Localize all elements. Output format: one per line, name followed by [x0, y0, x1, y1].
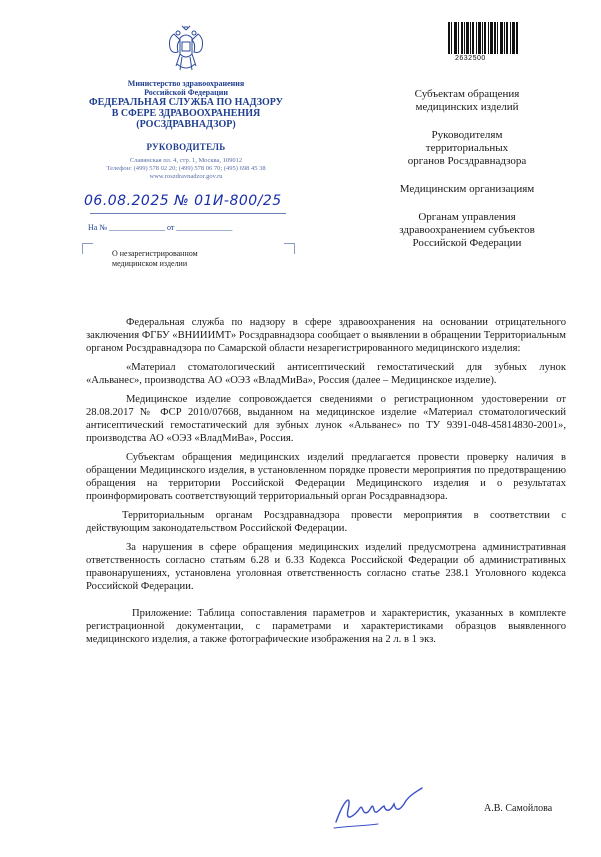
service-name: ФЕДЕРАЛЬНАЯ СЛУЖБА ПО НАДЗОРУ В СФЕРЕ ЗДРАВООХРАНЕНИЯ (РОСЗДРАВНАДЗОР) [89, 97, 283, 130]
attachment-paragraph: Приложение: Таблица сопоставления параметров и характеристик, указанных в комплекте регистрационной документации, с параметрами и характеристиками образцов выявленного медицинского изделия, а также фотографические изображения на 2 л. в 1 экз. [86, 608, 566, 645]
signature-icon [330, 782, 426, 834]
barcode-icon [448, 22, 518, 54]
addressee-medical-orgs: Медицинским организациям [399, 183, 535, 195]
body-paragraph-6: За нарушения в сфере обращения медицинских изделий предусмотрена административная ответственность согласно статьям 6.28 и 6.33 Кодекса Российской Федерации об административных правонарушениях, установлена уголовная ответственность согласно статье 238.1 Уголовного кодекса Российской Федерации. [86, 542, 566, 592]
letter-body [86, 316, 566, 652]
addressee-subjects: Субъектам обращения медицинских изделий [414, 88, 520, 113]
date-number-underline [90, 213, 286, 214]
addressee-block [362, 88, 572, 265]
body-paragraph-4: Субъектам обращения медицинских изделий предлагается провести проверку наличия в обращении Медицинского изделия, в установленном порядке провести мероприятия по предотвращению обращения на территории Российской Федерации Медицинского изделия и о результатах проинформировать соответствующий территориальный орган Росздравнадзора. [86, 452, 566, 502]
addressee-health-authorities: Органам управления здравоохранением субъектов Российской Федерации [399, 211, 535, 249]
letter-subject: О незарегистрированном медицинском изделии [112, 249, 198, 268]
ministry-name: Министерство здравоохранения Российской Федерации [127, 79, 245, 97]
subject-bracket-right [284, 243, 295, 254]
coat-of-arms-icon [164, 24, 208, 74]
outgoing-date-number: 06.08.2025 № 01И-800/25 [84, 193, 282, 209]
body-paragraph-2: «Материал стоматологический антисептический гемостатический для зубных лунок «Альванес», производства АО «ОЭЗ «ВладМиВа», Россия (далее – Медицинское изделие). [86, 362, 566, 386]
body-paragraph-5: Территориальным органам Росздравнадзора провести мероприятия в соответствии с действующим законодательством Российской Федерации. [86, 510, 566, 534]
addressee-territorial-heads: Руководителям территориальных органов Росздравнадзора [407, 129, 527, 167]
subject-bracket-left [82, 243, 93, 254]
signatory-name: А.В. Самойлова [484, 803, 553, 814]
head-title: РУКОВОДИТЕЛЬ [146, 142, 226, 152]
sender-address: Славянская пл. 4, стр. 1, Москва, 109012 Телефон: (499) 578 02 20; (499) 578 06 70; (495) 698 45 38 www.roszdravnadzor.gov.ru [106, 157, 266, 180]
reference-line: На № ______________ от ______________ [88, 223, 233, 232]
body-paragraph-1: Федеральная служба по надзору в сфере здравоохранения на основании отрицательного заключения ФГБУ «ВНИИИМТ» Росздравнадзора сообщает о выявлении в обращении Территориальным органом Росздравнадзора по Самарской области незарегистрированного медицинского изделия: [86, 317, 566, 354]
barcode-number: 2632500 [455, 55, 486, 62]
body-paragraph-3: Медицинское изделие сопровождается сведениями о регистрационном удостоверении от 28.08.2017 № ФСР 2010/07668, выданном на медицинское изделие «Материал стоматологический антисептический гемостатический для зубных лунок «Альванес» по ТУ 9391-048-45814830-2001», производства АО «ОЭЗ «ВладМиВа», Россия. [86, 394, 566, 444]
